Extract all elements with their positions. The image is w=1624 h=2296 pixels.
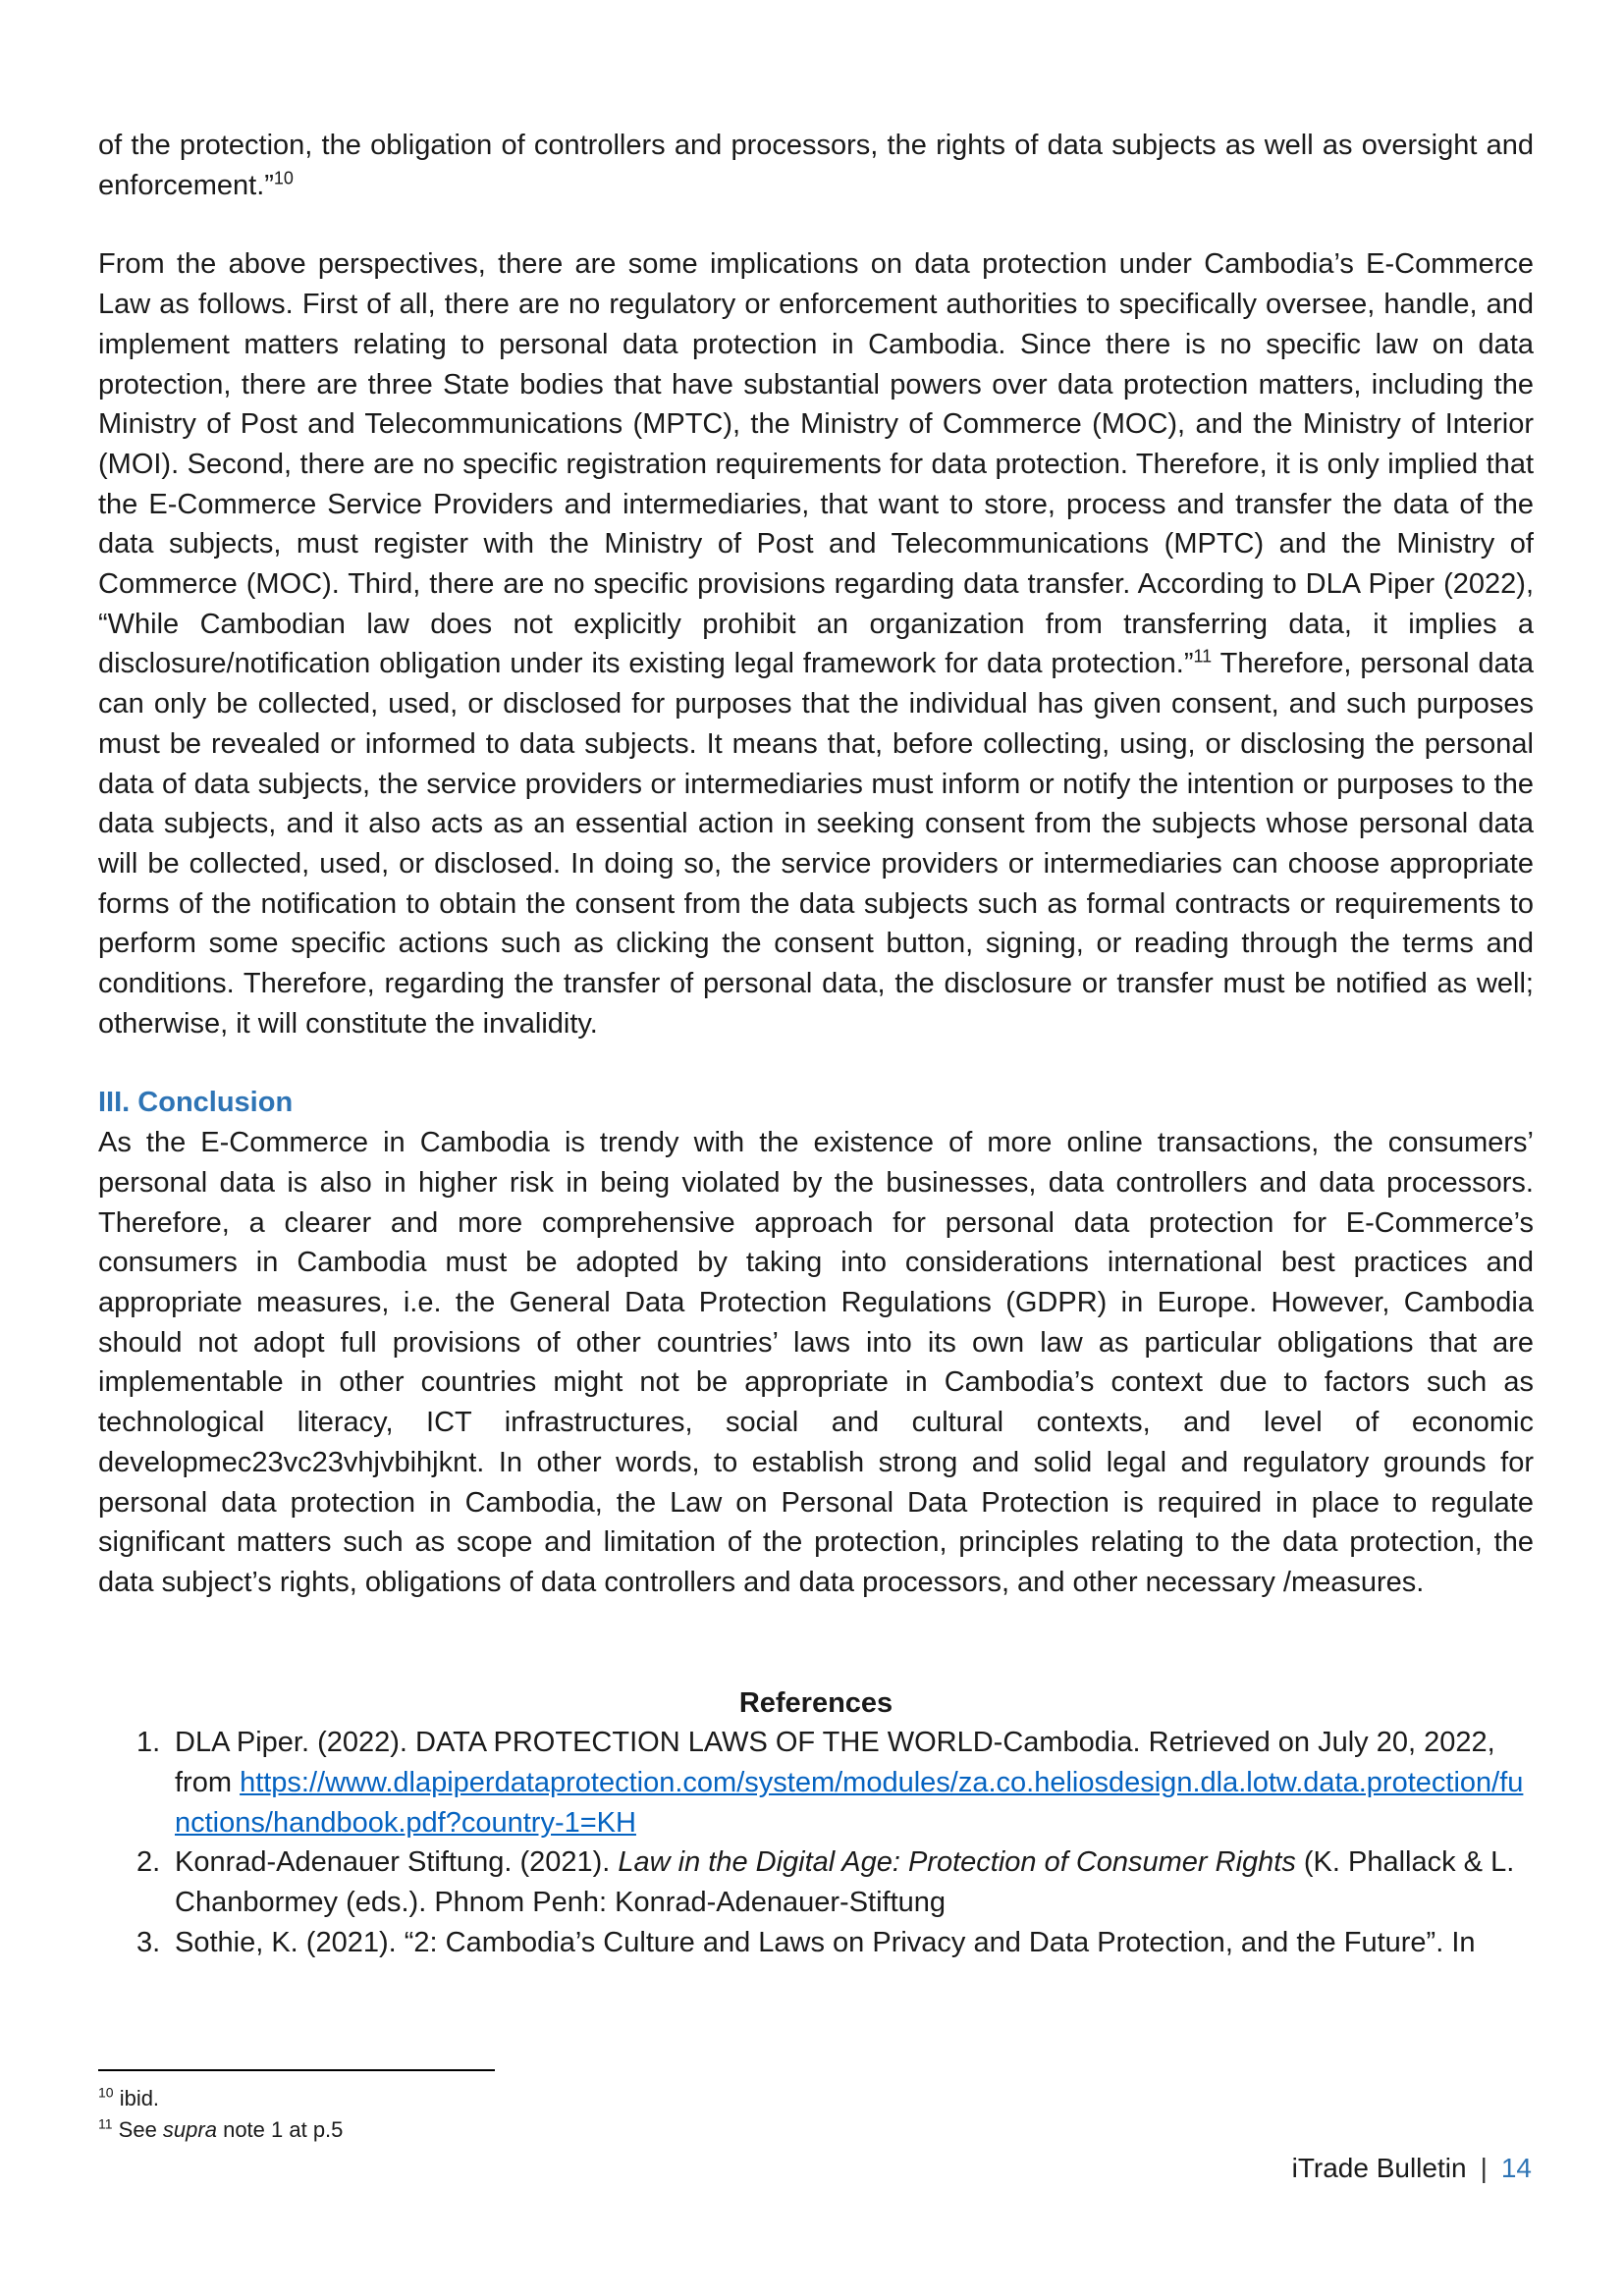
reference-text: Konrad-Adenauer Stiftung. (2021). [175,1846,619,1879]
footnote-italic: supra [162,2117,217,2142]
references-title: References [738,1686,893,1719]
reference-item [98,1842,1534,1922]
reference-text: Sothie, K. (2021). “2: Cambodia’s Culture and Laws on Privacy and Data Protection, and the Future”. In [175,1926,1476,1958]
reference-title-italic: Law in the Digital Age: Protection of Consumer Rights [618,1846,1296,1879]
footnote-text: See [112,2117,163,2142]
footnote-ref-11[interactable]: 11 [1193,646,1213,667]
reference-number: 2. [136,1846,161,1879]
paragraph-text: Therefore, personal data can only be collected, used, or disclosed for purposes that the individual has given consent, and such purposes must be revealed or informed to data subjects. It means that, before collecting, using, or disclosing the personal data of data subjects, the service providers or intermediaries must inform or notify the intention or purposes to the data subjects, and it also acts as an essential action in seeking consent from the subjects whose personal data will be collected, used, or disclosed. In doing so, the service providers or intermediaries can choose appropriate forms of the notification to obtain the consent from the data subjects such as formal contracts or requirements to perform some specific actions such as clicking the consent button, signing, or reading through the terms and conditions. Therefore, regarding the transfer of personal data, the disclosure or transfer must be notified as well; otherwise, it will constitute the invalidity. [98,648,1534,1040]
reference-text: DLA Piper. (2022). DATA PROTECTION LAWS OF THE WORLD-Cambodia. Retrieved on July 20, 2022, from [175,1727,1495,1799]
paragraph-implications [98,244,1534,1043]
footnote-11 [98,2114,1080,2146]
reference-item [98,1723,1534,1842]
reference-number: 3. [136,1926,161,1958]
reference-item [98,1923,1534,1963]
footnote-separator [98,2069,495,2071]
footnote-number: 11 [98,2115,113,2132]
page-footer [1292,2153,1532,2184]
section-heading-conclusion: III. Conclusion [98,1087,294,1119]
footnote-ref-10[interactable]: 10 [273,168,294,188]
paragraph-text: of the protection, the obligation of controllers and processors, the rights of data subjects as well as oversight and enforcement.” [98,130,1534,201]
footnote-number: 10 [98,2084,114,2101]
page-body [98,126,1534,1963]
references-list [98,1723,1534,1962]
paragraph-conclusion: As the E-Commerce in Cambodia is trendy with the existence of more online transactions, the consumers’ personal data is also in higher risk in being violated by the businesses, data controllers and data processors. Therefore, a clearer and more comprehensive approach for personal data protection for E-Commerce’s consumers in Cambodia must be adopted by taking into considerations international best practices and appropriate measures, i.e. the General Data Protection Regulations (GDPR) in Europe. However, Cambodia should not adopt full provisions of other countries’ laws into its own law as particular obligations that are implementable in other countries might not be appropriate in Cambodia’s context due to factors such as technological literacy, ICT infrastructures, social and cultural contexts, and level of economic developmec23vc23vhjvbihjknt. In other words, to establish strong and solid legal and regulatory grounds for personal data protection in Cambodia, the Law on Personal Data Protection is required in place to regulate significant matters such as scope and limitation of the protection, principles relating to the data protection, the data subject’s rights, obligations of data controllers and data processors, and other necessary /measures. [98,1127,1534,1598]
footnote-text: ibid. [113,2086,160,2110]
reference-link[interactable]: https://www.dlapiperdataprotection.com/system/modules/za.co.heliosdesign.dla.lotw.data.protection/functions/handbook.pdf?country-1=KH [175,1767,1524,1839]
page-number: 14 [1500,2153,1532,2183]
reference-number: 1. [136,1727,161,1759]
footnote-text: note 1 at p.5 [216,2117,344,2142]
footnotes [98,2083,1080,2146]
paragraph-text: From the above perspectives, there are some implications on data protection under Cambodia’s E-Commerce Law as follows. First of all, there are no regulatory or enforcement authorities to specifically oversee, handle, and implement matters relating to personal data protection in Cambodia. Since there is no specific law on data protection, there are three State bodies that have substantial powers over data protection matters, including the Ministry of Post and Telecommunications (MPTC), the Ministry of Commerce (MOC), and the Ministry of Interior (MOI). Second, there are no specific registration requirements for data protection. Therefore, it is only implied that the E-Commerce Service Providers and intermediaries, that want to store, process and transfer the data of the data subjects, must register with the Ministry of Post and Telecommunications (MPTC) and the Ministry of Commerce (MOC). Third, there are no specific provisions regarding data transfer. According to DLA Piper (2022), “While Cambodian law does not explicitly prohibit an organization from transferring data, it implies a disclosure/notification obligation under its existing legal framework for data protection.” [98,248,1534,680]
footnote-10 [98,2083,1080,2114]
footer-separator: | [1480,2153,1488,2183]
reference-text: (K. Phallack & L. Chanbormey (eds.). Phnom Penh: Konrad-Adenauer-Stiftung [175,1846,1515,1919]
publication-name: iTrade Bulletin [1291,2153,1467,2183]
paragraph-continuation [98,126,1534,205]
